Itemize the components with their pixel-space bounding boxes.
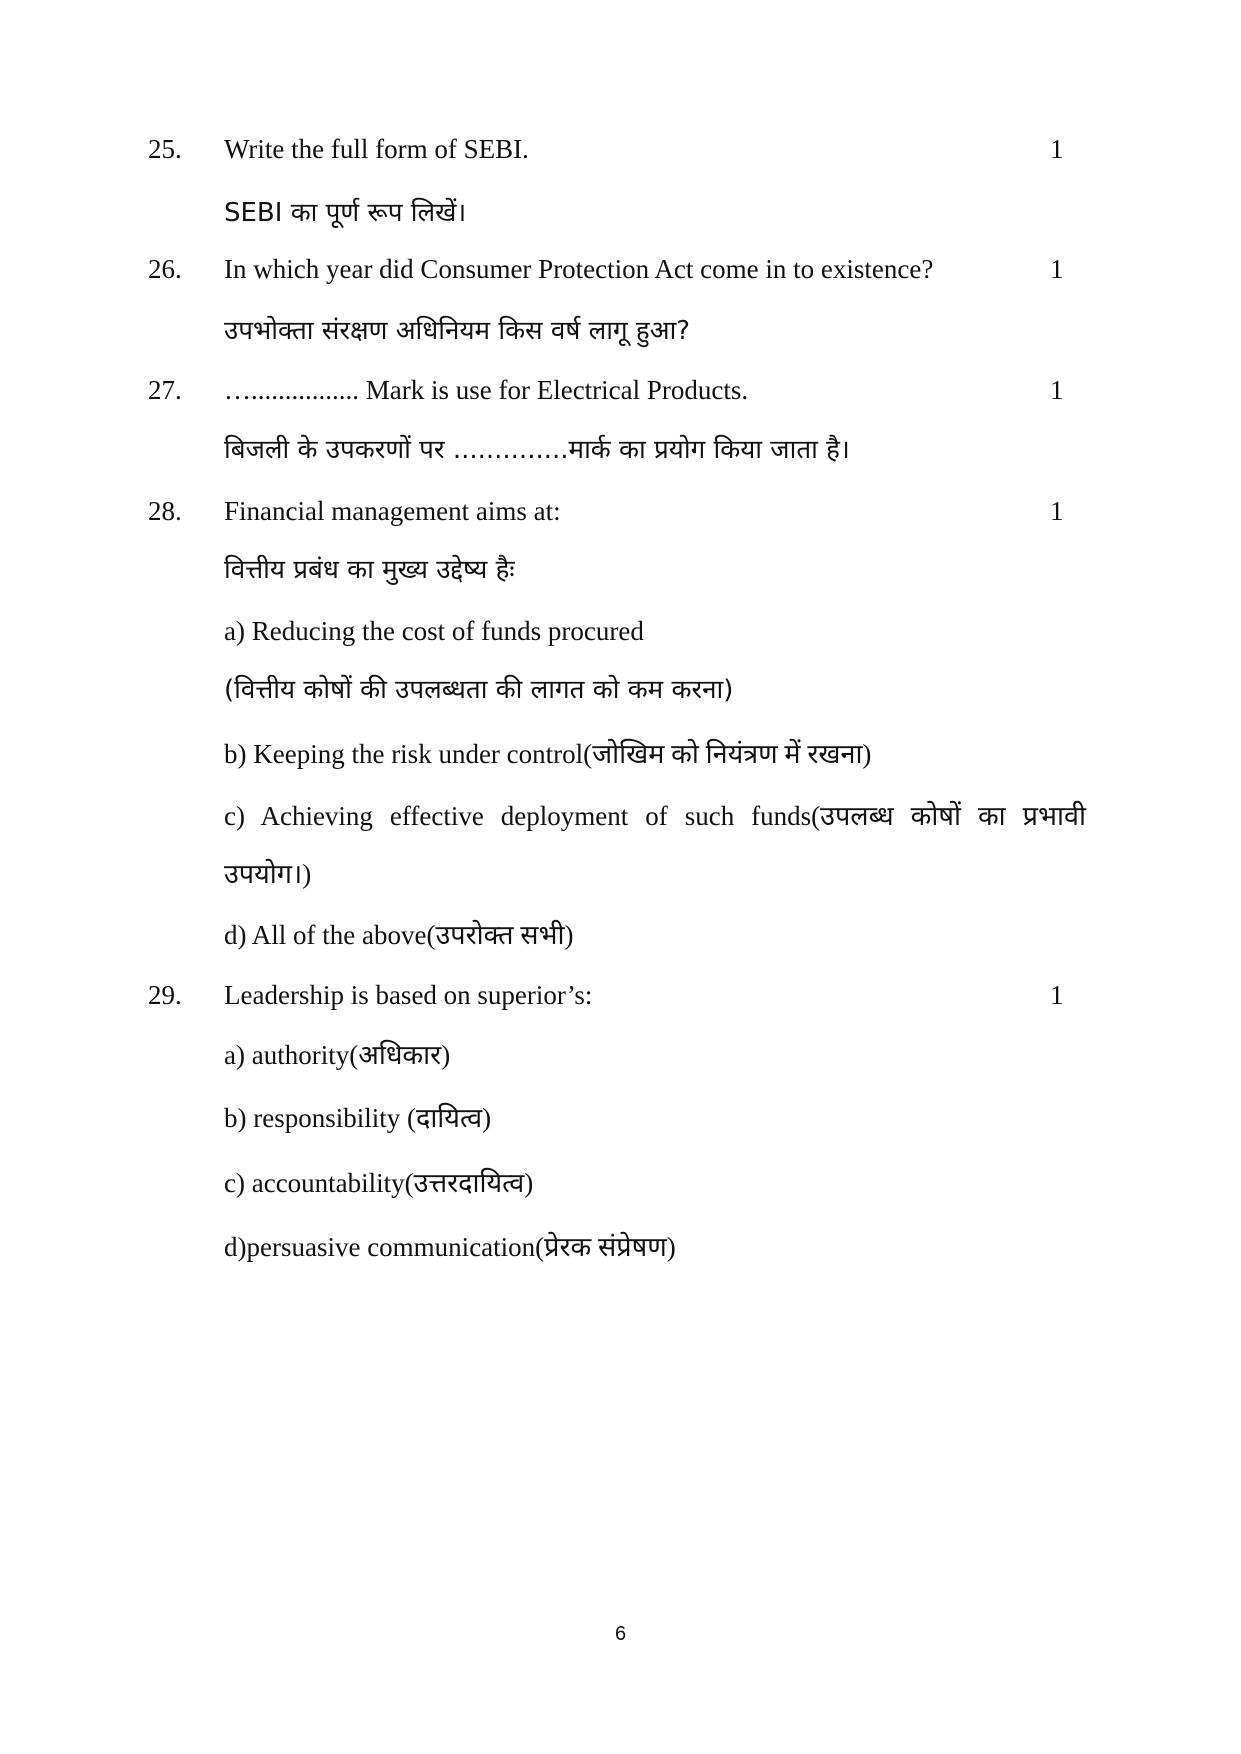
question-text-hi: उपभोक्ता संरक्षण अधिनियम किस वर्ष लागू हुआ? <box>224 316 691 346</box>
question-marks: 1 <box>1050 496 1064 526</box>
question-text-en: Financial management aims at: <box>224 496 561 526</box>
page-number: 6 <box>614 1623 627 1645</box>
question-text-hi: बिजली के उपकरणों पर ..............मार्क का प्रयोग किया जाता है। <box>224 435 850 465</box>
question-number: 27. <box>148 375 182 405</box>
question-marks: 1 <box>1050 980 1064 1010</box>
question-marks: 1 <box>1050 375 1064 405</box>
question-number: 25. <box>148 134 182 164</box>
option-c: c) accountability(उत्तरदायित्व) <box>224 1168 534 1198</box>
option-a: a) authority(अधिकार) <box>224 1040 451 1070</box>
option-c: c) Achieving effective deployment of such funds(उपलब्ध कोषों का प्रभावी उपयोग।) <box>224 801 1086 889</box>
question-marks: 1 <box>1050 254 1064 284</box>
option-a: a) Reducing the cost of funds procured <box>224 616 644 646</box>
question-text-en: Write the full form of SEBI. <box>224 134 529 164</box>
question-text-en: Leadership is based on superior’s: <box>224 980 593 1010</box>
option-b: b) responsibility (दायित्व) <box>224 1103 492 1133</box>
question-text-en: In which year did Consumer Protection Act come in to existence? <box>224 254 934 284</box>
question-number: 26. <box>148 254 182 284</box>
option-a-hi: (वित्तीय कोषों की उपलब्धता की लागत को कम करना) <box>224 675 734 705</box>
option-d: d) All of the above(उपरोक्त सभी) <box>224 920 574 950</box>
question-text-hi: वित्तीय प्रबंध का मुख्य उद्देष्य हैः <box>224 555 515 585</box>
question-marks: 1 <box>1050 134 1064 164</box>
question-number: 29. <box>148 980 182 1010</box>
option-d: d)persuasive communication(प्रेरक संप्रेषण) <box>224 1232 676 1262</box>
question-text-hi: SEBI का पूर्ण रूप लिखें। <box>224 198 467 228</box>
question-number: 28. <box>148 496 182 526</box>
option-b: b) Keeping the risk under control(जोखिम को नियंत्रण में रखना) <box>224 739 872 769</box>
question-text-en: …................ Mark is use for Electrical Products. <box>224 375 749 405</box>
